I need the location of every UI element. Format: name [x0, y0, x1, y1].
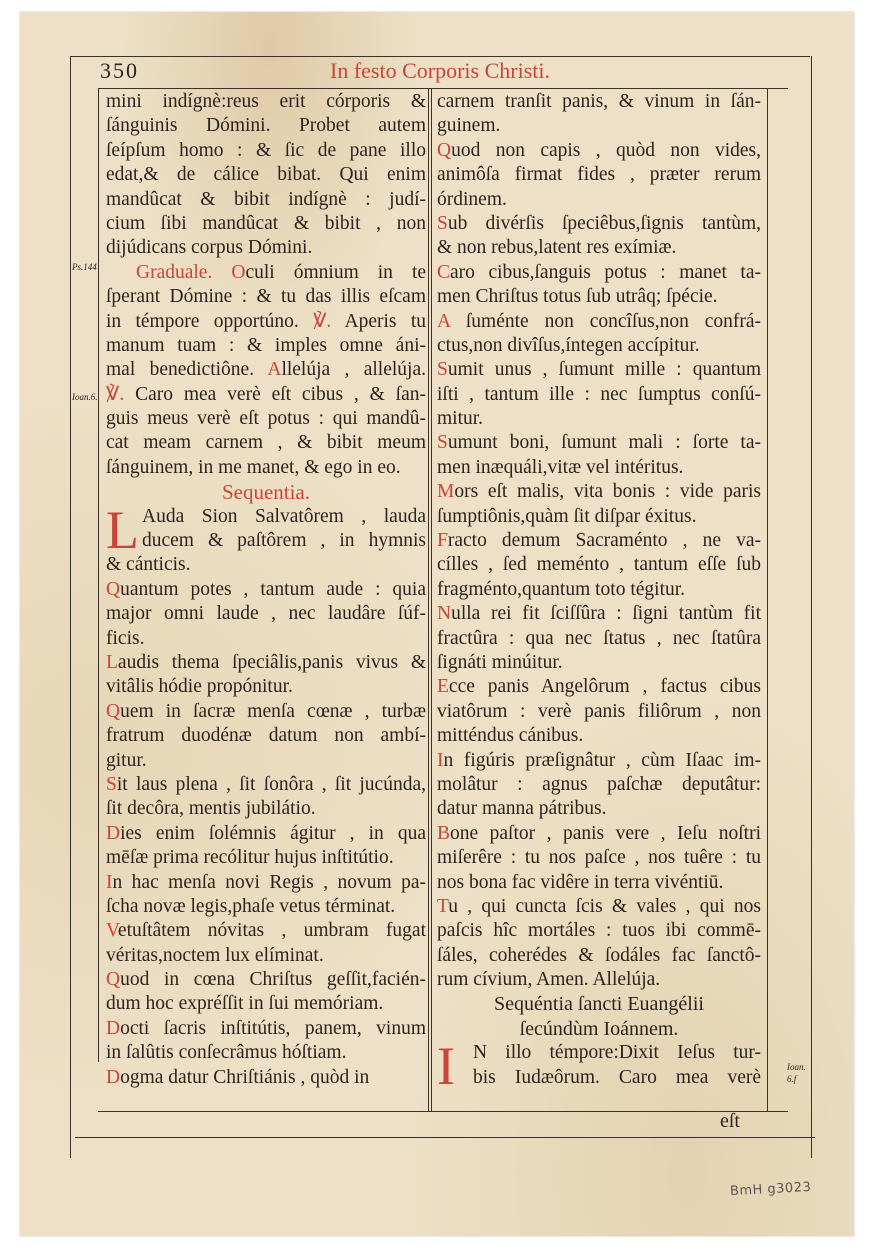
red-initial: E: [437, 676, 449, 698]
right-stanza-line: ctus,non divîſus,íntegen accípitur.: [437, 334, 700, 356]
right-stanza: [437, 261, 761, 310]
red-initial: D: [106, 1066, 121, 1088]
red-initial: N: [437, 603, 452, 625]
page-number: 350: [100, 58, 139, 83]
left-stanza-line: in ſalûtis conſecrâmus hóſtiam.: [106, 1042, 347, 1064]
left-stanza: [106, 919, 426, 968]
graduale-line-4: manum tuam : & imples omne áni-: [106, 334, 426, 356]
left-stanza-line: véritas,noctem lux elíminat.: [106, 944, 324, 966]
graduale-continuation: [106, 407, 426, 480]
graduale-text: llelúja , allelúja.: [281, 359, 426, 381]
graduale-text: culi ómnium in te: [245, 261, 427, 283]
left-stanza: [106, 1017, 426, 1066]
right-stanza-line: datur manna pátribus.: [437, 798, 607, 820]
sequentia-line-2: ducem & paſtôrem , in hymnis: [142, 530, 426, 552]
left-stanza-line: dum hoc expréſſit in ſui memóriam.: [106, 993, 384, 1015]
left-stanza-line: Dogma datur Chriſtiánis , quòd in: [106, 1066, 370, 1088]
right-stanza-line: Sub divérſis ſpeciêbus,ſignis tantùm,: [437, 212, 761, 234]
sequentia-line-1: Auda Sion Salvatôrem , lauda: [142, 505, 426, 527]
right-stanza-line: cílles , ſed meménto , tantum eſſe ſub: [437, 554, 761, 576]
right-stanza-line: mitur.: [437, 408, 484, 430]
left-stanza-line: Quem in ſacræ menſa cœnæ , turbæ: [106, 700, 426, 722]
versicle-symbol: ℣.: [313, 310, 332, 332]
right-stanza: [437, 431, 761, 480]
red-initial: T: [437, 895, 449, 917]
right-stanza-line: & non rebus,latent res exímiæ.: [437, 237, 677, 259]
right-stanza-line: iſti , tantum ille : nec ſumptus conſú-: [437, 383, 761, 405]
red-initial: Q: [106, 700, 121, 722]
margin-note-ioan: Ioan.6.: [72, 392, 98, 402]
right-stanza-line: Sumunt boni, ſumunt mali : ſorte ta-: [437, 432, 761, 454]
left-stanzas: [106, 553, 426, 1090]
right-stanza: [437, 529, 761, 602]
red-initial: S: [437, 359, 448, 381]
right-stanza-line: Quod non capis , quòd non vides,: [437, 139, 761, 161]
red-initial: D: [106, 1017, 121, 1039]
right-stanza: [437, 212, 761, 261]
right-stanza-line: miſerêre : tu nos paſce , nos tuêre : tu: [437, 847, 761, 869]
right-stanza: [437, 139, 761, 212]
opening-line: dijúdicans corpus Dómini.: [106, 237, 313, 259]
red-initial: Q: [106, 969, 121, 991]
red-initial: I: [437, 749, 444, 771]
right-stanza-line: Ecce panis Angelôrum , factus cibus: [437, 676, 761, 698]
margin-note-psalm: Ps.144: [72, 262, 97, 272]
left-stanza-line: ſcha novæ legis,phaſe vetus términat.: [106, 895, 396, 917]
right-stanza-line: carnem tranſit panis, & vinum in ſán-: [437, 91, 761, 112]
opening-line: mandûcat & bibit indígnè : judí-: [106, 188, 426, 210]
graduale-line-5: [106, 358, 426, 382]
graduale-initial: O: [231, 261, 246, 283]
sequentia-opening: [106, 499, 426, 560]
red-initial: S: [437, 432, 448, 454]
left-stanza-line: Vetuſtâtem nóvitas , umbram fugat: [106, 920, 426, 942]
right-stanza-line: Mors eſt malis, vita bonis : vide paris: [437, 481, 761, 503]
right-stanza-line: paſcis hîc mortáles : tuos ibi commē-: [437, 920, 761, 942]
left-stanza: [106, 1066, 426, 1090]
red-initial: S: [106, 773, 117, 795]
right-stanza-line: órdinem.: [437, 188, 507, 210]
left-stanza-line: Docti ſacris inſtitútis, panem, vinum: [106, 1017, 426, 1039]
right-stanza-line: Sumit unus , ſumunt mille : quantum: [437, 359, 761, 381]
red-initial: L: [106, 651, 118, 673]
red-initial: I: [106, 871, 113, 893]
left-stanza: [106, 773, 426, 822]
gospel-line-2: bis Iudæôrum. Caro mea verè: [473, 1066, 761, 1088]
opening-line: ſánguinis Dómini. Probet autem: [106, 115, 426, 137]
left-stanza-line: Dies enim ſolémnis ágitur , in qua: [106, 822, 426, 844]
right-stanza-line: ſignáti minúitur.: [437, 651, 563, 673]
opening-line: ſeípſum homo : & ſic de pane illo: [106, 139, 426, 161]
left-stanza: [106, 871, 426, 920]
left-stanza-line: major omni laude , nec laudâre ſúf-: [106, 603, 426, 625]
left-stanza-line: Quantum potes , tantum aude : quia: [106, 578, 426, 600]
left-stanza-line: Quod in cœna Chriſtus geſſit,facién-: [106, 969, 426, 991]
left-stanza-line: fratrum duodénæ datum non ambí-: [106, 725, 426, 747]
right-stanza-line: guinem.: [437, 115, 501, 137]
right-stanza-line: Tu , qui cuncta ſcis & vales , qui nos: [437, 895, 761, 917]
graduale-line: ſánguinem, in me manet, & ego in eo.: [106, 456, 401, 478]
right-stanzas: [437, 90, 761, 992]
graduale-text: mal benedictiône.: [106, 359, 255, 381]
right-column-rule: [767, 88, 768, 1112]
right-stanza-line: men Chriſtus totus ſub utrâq; ſpécie.: [437, 286, 718, 308]
center-column-rule-2: [431, 88, 432, 1112]
margin-note-ioan-f-1: Ioan.: [787, 1062, 806, 1072]
text-bottom-rule: [98, 1111, 788, 1112]
red-initial: B: [437, 822, 451, 844]
frame-bottom-rule: [75, 1137, 815, 1138]
catchword: eſt: [720, 1110, 740, 1132]
right-stanza: [437, 602, 761, 675]
left-stanza: [106, 651, 426, 700]
graduale-text: Caro mea verè eſt cibus , & ſan-: [135, 383, 427, 405]
red-initial: V: [106, 920, 118, 942]
left-stanza-line: gitur.: [106, 749, 147, 771]
red-initial: D: [106, 822, 121, 844]
pencil-shelfmark: BmH g3023: [729, 1179, 812, 1200]
sequentia-dropcap: L: [106, 499, 139, 560]
right-stanza-line: fractûra : qua nec ſtatus , nec ſtatûra: [437, 627, 761, 649]
right-stanza-line: men inæquáli,vitæ vel intéritus.: [437, 456, 684, 478]
graduale-text: in témpore opportúno.: [106, 310, 299, 332]
left-stanza: [106, 553, 426, 577]
header-rule: [98, 88, 788, 89]
right-stanza-line: A ſuménte non concîſus,non confrá-: [437, 310, 761, 332]
right-column: [437, 90, 761, 1097]
right-stanza: [437, 895, 761, 993]
red-initial: C: [437, 261, 451, 283]
right-stanza-line: Bone paſtor , panis vere , Ieſu noſtri: [437, 822, 761, 844]
opening-line: cium ſibi mandûcat & bibit , non: [106, 212, 426, 234]
left-stanza-line: Sit laus plena , ſit ſonôra , ſit jucúnda,: [106, 773, 426, 795]
right-stanza: [437, 749, 761, 822]
right-stanza-line: Caro cibus,ſanguis potus : manet ta-: [437, 261, 761, 283]
right-stanza-line: In figúris præſignâtur , cùm Iſaac im-: [437, 749, 761, 771]
right-stanza-line: ſáles, coherédes & ſodáles fac ſanctô-: [437, 944, 761, 966]
left-stanza: [106, 968, 426, 1017]
right-stanza: [437, 822, 761, 895]
right-stanza-line: mitténdus cánibus.: [437, 725, 584, 747]
gospel-heading-line-2: ſecúndùm Ioánnem.: [519, 1017, 679, 1040]
left-stanza-line: ſit decôra, mentis jubilátio.: [106, 798, 316, 820]
opening-line: edat,& de cálice bibat. Qui enim: [106, 164, 426, 186]
red-initial: Q: [106, 578, 121, 600]
right-stanza: [437, 310, 761, 359]
left-stanza-line: & cánticis.: [106, 554, 191, 576]
left-stanza-line: mēſæ prima recólitur hujus inſtitútio.: [106, 847, 394, 869]
gospel-dropcap: I: [437, 1036, 455, 1097]
center-column-rule: [428, 88, 429, 1112]
graduale: [106, 261, 426, 481]
left-stanza-line: Laudis thema ſpeciâlis,panis vivus &: [106, 651, 426, 673]
right-stanza: [437, 90, 761, 139]
right-stanza-line: animôſa firmat fides , præter rerum: [437, 164, 761, 186]
left-stanza-line: ficis.: [106, 627, 145, 649]
graduale-label: Graduale.: [136, 261, 213, 283]
graduale-line-6: [106, 383, 426, 407]
right-stanza-line: fragménto,quantum toto tégitur.: [437, 578, 686, 600]
red-initial: F: [437, 530, 448, 552]
red-initial: A: [437, 310, 451, 332]
graduale-text: Aperis tu: [344, 310, 427, 332]
graduale-line: cat meam carnem , & bibit meum: [106, 432, 426, 454]
gospel-opening: [437, 1036, 761, 1097]
gospel-heading: [437, 992, 761, 1041]
gospel-line-1: N illo témpore:Dixit Ieſus tur-: [473, 1042, 761, 1064]
graduale-line: guis meus verè eſt potus : qui mandû-: [106, 408, 426, 430]
margin-note-ioan-f-2: 6.f: [787, 1074, 797, 1084]
right-stanza-line: ſumptiônis,quàm ſit diſpar éxitus.: [437, 505, 697, 527]
red-initial: M: [437, 481, 455, 503]
right-stanza-line: Fracto demum Sacraménto , ne va-: [437, 530, 761, 552]
left-stanza-line: In hac menſa novi Regis , novum pa-: [106, 871, 426, 893]
left-stanza: [106, 700, 426, 773]
graduale-line-2: ſperant Dómine : & tu das illis eſcam: [106, 286, 426, 308]
right-stanza-line: nos bona fac vidêre in terra vivéntiū.: [437, 871, 724, 893]
right-stanza-line: Nulla rei fit ſciſſûra : ſigni tantùm fit: [437, 603, 761, 625]
right-stanza: [437, 675, 761, 748]
left-stanza: [106, 822, 426, 871]
right-stanza: [437, 358, 761, 431]
gospel-heading-line-1: Sequéntia ſancti Euangélii: [494, 993, 704, 1016]
left-stanza-line: vitâlis hódie propónitur.: [106, 676, 293, 698]
right-stanza-line: viatôrum : verè panis filiôrum , non: [437, 700, 761, 722]
red-initial: Q: [437, 139, 452, 161]
sequentia-heading: Sequentia.: [221, 480, 311, 505]
graduale-line-3: [106, 310, 426, 334]
opening-text: [106, 90, 426, 261]
left-column-rule: [98, 88, 99, 1062]
right-stanza-line: molâtur : agnus paſchæ deputâtur:: [437, 773, 761, 795]
graduale-line-1: [106, 261, 426, 285]
right-stanza-line: rum cívium, Amen. Allelúja.: [437, 969, 661, 991]
versicle-symbol: ℣.: [106, 383, 125, 405]
opening-line: mini indígnè:reus erit córporis &: [106, 91, 426, 112]
right-stanza: [437, 480, 761, 529]
left-column: [106, 90, 426, 1090]
left-stanza: [106, 578, 426, 651]
alleluia-initial: A: [267, 359, 282, 381]
red-initial: S: [437, 212, 448, 234]
running-title: In festo Corporis Christi.: [330, 58, 550, 83]
